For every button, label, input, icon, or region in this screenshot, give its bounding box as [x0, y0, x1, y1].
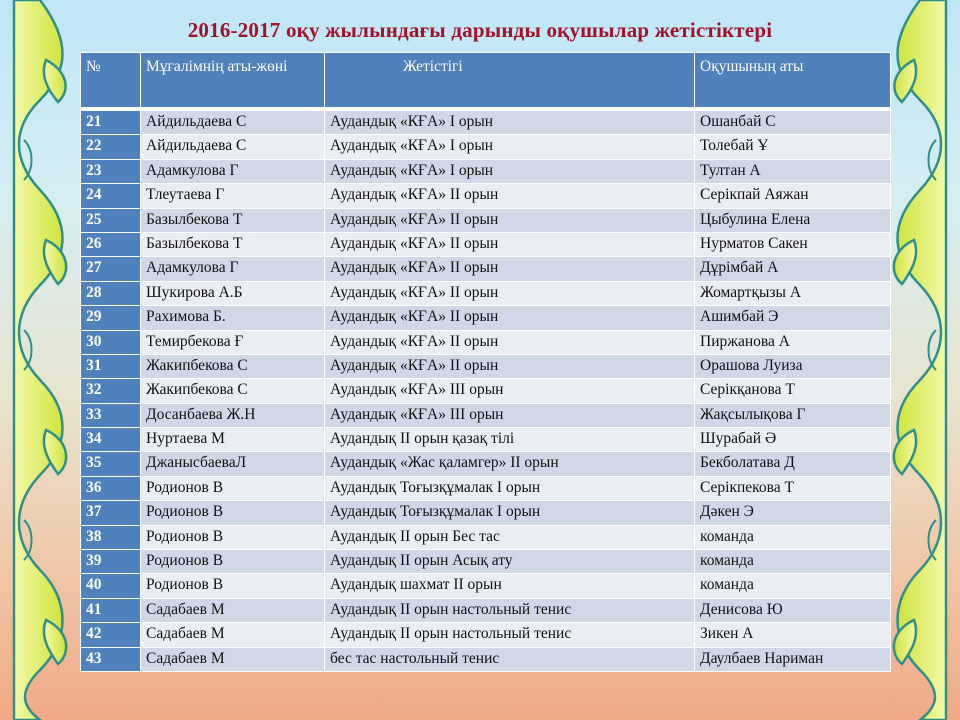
teacher-name-cell: ДжанысбаеваЛ [141, 452, 325, 476]
achievement-cell: Аудандық «КҒА» ІІ орын [325, 184, 695, 208]
page-title: 2016-2017 оқу жылындағы дарынды оқушылар жетістіктері [187, 18, 773, 42]
achievement-cell: Аудандық «КҒА» ІІ орын [325, 208, 695, 232]
achievement-cell: Аудандық «КҒА» І орын [325, 135, 695, 159]
row-number-cell: 23 [81, 159, 141, 183]
left-ornament-border-icon [0, 0, 82, 720]
table-row [81, 452, 891, 476]
table-row [81, 232, 891, 256]
student-name-cell: команда [695, 550, 891, 574]
achievement-cell: Аудандық «КҒА» І орын [325, 109, 695, 135]
table-row [81, 184, 891, 208]
row-number-cell: 34 [81, 428, 141, 452]
table-row [81, 428, 891, 452]
row-number-cell: 26 [81, 232, 141, 256]
student-name-cell: Ошанбай С [695, 109, 891, 135]
achievement-cell: Аудандық ІІ орын настольный тенис [325, 598, 695, 622]
teacher-name-cell: Рахимова Б. [141, 306, 325, 330]
achievement-cell: Аудандық Тоғызқұмалак І орын [325, 501, 695, 525]
achievement-cell: бес тас настольный тенис [325, 647, 695, 671]
teacher-name-cell: Родионов В [141, 501, 325, 525]
student-name-cell: Серікпекова Т [695, 476, 891, 500]
row-number-cell: 42 [81, 623, 141, 647]
teacher-name-cell: Досанбаева Ж.Н [141, 403, 325, 427]
achievement-cell: Аудандық «КҒА» ІІ орын [325, 330, 695, 354]
achievement-cell: Аудандық «КҒА» ІІ орын [325, 257, 695, 281]
row-number-cell: 28 [81, 281, 141, 305]
student-name-cell: Орашова Луиза [695, 354, 891, 378]
teacher-name-cell: Садабаев М [141, 647, 325, 671]
student-name-cell: Ашимбай Э [695, 306, 891, 330]
student-name-cell: Бекболатава Д [695, 452, 891, 476]
achievement-cell: Аудандық «КҒА» ІІ орын [325, 354, 695, 378]
header-student: Оқушының аты [695, 53, 891, 110]
row-number-cell: 38 [81, 525, 141, 549]
table-row [81, 550, 891, 574]
achievement-cell: Аудандық ІІ орын Бес тас [325, 525, 695, 549]
teacher-name-cell: Родионов В [141, 525, 325, 549]
achievement-cell: Аудандық «КҒА» І орын [325, 159, 695, 183]
teacher-name-cell: Родионов В [141, 574, 325, 598]
header-teacher: Мұғалімнің аты-жөні [141, 53, 325, 110]
row-number-cell: 24 [81, 184, 141, 208]
achievement-cell: Аудандық «КҒА» ІІІ орын [325, 379, 695, 403]
achievement-cell: Аудандық «КҒА» ІІ орын [325, 232, 695, 256]
teacher-name-cell: Садабаев М [141, 623, 325, 647]
student-name-cell: Дәкен Э [695, 501, 891, 525]
student-name-cell: Денисова Ю [695, 598, 891, 622]
row-number-cell: 36 [81, 476, 141, 500]
student-name-cell: команда [695, 574, 891, 598]
header-achievement: Жетістігі [325, 53, 695, 110]
table-row [81, 159, 891, 183]
table-row [81, 501, 891, 525]
student-name-cell: Цыбулина Елена [695, 208, 891, 232]
table-row [81, 109, 891, 135]
teacher-name-cell: Темирбекова Ғ [141, 330, 325, 354]
teacher-name-cell: Базылбекова Т [141, 232, 325, 256]
teacher-name-cell: Родионов В [141, 550, 325, 574]
teacher-name-cell: Жакипбекова С [141, 354, 325, 378]
row-number-cell: 25 [81, 208, 141, 232]
table-row [81, 379, 891, 403]
row-number-cell: 35 [81, 452, 141, 476]
table-row [81, 208, 891, 232]
achievement-cell: Аудандық Тоғызқұмалак І орын [325, 476, 695, 500]
teacher-name-cell: Айдильдаева С [141, 109, 325, 135]
row-number-cell: 33 [81, 403, 141, 427]
row-number-cell: 30 [81, 330, 141, 354]
table-row [81, 281, 891, 305]
teacher-name-cell: Адамкулова Г [141, 257, 325, 281]
row-number-cell: 40 [81, 574, 141, 598]
achievement-cell: Аудандық ІІ орын настольный тенис [325, 623, 695, 647]
row-number-cell: 29 [81, 306, 141, 330]
row-number-cell: 41 [81, 598, 141, 622]
student-name-cell: Толебай Ұ [695, 135, 891, 159]
achievement-cell: Аудандық «Жас қаламгер» ІІ орын [325, 452, 695, 476]
table-row [81, 403, 891, 427]
teacher-name-cell: Тлеутаева Г [141, 184, 325, 208]
student-name-cell: Жақсылықова Г [695, 403, 891, 427]
row-number-cell: 43 [81, 647, 141, 671]
achievement-cell: Аудандық «КҒА» ІІІ орын [325, 403, 695, 427]
table-body [81, 109, 891, 671]
achievement-cell: Аудандық «КҒА» ІІ орын [325, 281, 695, 305]
student-name-cell: Жомартқызы А [695, 281, 891, 305]
header-number: № [81, 53, 141, 110]
table-row [81, 354, 891, 378]
achievements-table [80, 52, 891, 672]
achievement-cell: Аудандық шахмат ІІ орын [325, 574, 695, 598]
row-number-cell: 31 [81, 354, 141, 378]
teacher-name-cell: Айдильдаева С [141, 135, 325, 159]
table-row [81, 598, 891, 622]
achievement-cell: Аудандық ІІ орын қазақ тілі [325, 428, 695, 452]
student-name-cell: Серікпай Аяжан [695, 184, 891, 208]
row-number-cell: 37 [81, 501, 141, 525]
teacher-name-cell: Шукирова А.Б [141, 281, 325, 305]
table-row [81, 647, 891, 671]
teacher-name-cell: Садабаев М [141, 598, 325, 622]
teacher-name-cell: Жакипбекова С [141, 379, 325, 403]
table-row [81, 574, 891, 598]
teacher-name-cell: Базылбекова Т [141, 208, 325, 232]
row-number-cell: 27 [81, 257, 141, 281]
table-row [81, 306, 891, 330]
student-name-cell: Шурабай Ә [695, 428, 891, 452]
teacher-name-cell: Родионов В [141, 476, 325, 500]
row-number-cell: 32 [81, 379, 141, 403]
achievement-cell: Аудандық ІІ орын Асық ату [325, 550, 695, 574]
row-number-cell: 22 [81, 135, 141, 159]
student-name-cell: Зикен А [695, 623, 891, 647]
table-row [81, 525, 891, 549]
table-row [81, 135, 891, 159]
table-header-row [81, 53, 891, 110]
student-name-cell: Пиржанова А [695, 330, 891, 354]
table-row [81, 623, 891, 647]
student-name-cell: Даулбаев Нариман [695, 647, 891, 671]
table-row [81, 476, 891, 500]
student-name-cell: Нурматов Сакен [695, 232, 891, 256]
student-name-cell: Серікқанова Т [695, 379, 891, 403]
teacher-name-cell: Нуртаева М [141, 428, 325, 452]
student-name-cell: Тултан А [695, 159, 891, 183]
table-row [81, 257, 891, 281]
table-row [81, 330, 891, 354]
teacher-name-cell: Адамкулова Г [141, 159, 325, 183]
achievement-cell: Аудандық «КҒА» ІІ орын [325, 306, 695, 330]
row-number-cell: 21 [81, 109, 141, 135]
student-name-cell: Дұрімбай А [695, 257, 891, 281]
row-number-cell: 39 [81, 550, 141, 574]
student-name-cell: команда [695, 525, 891, 549]
